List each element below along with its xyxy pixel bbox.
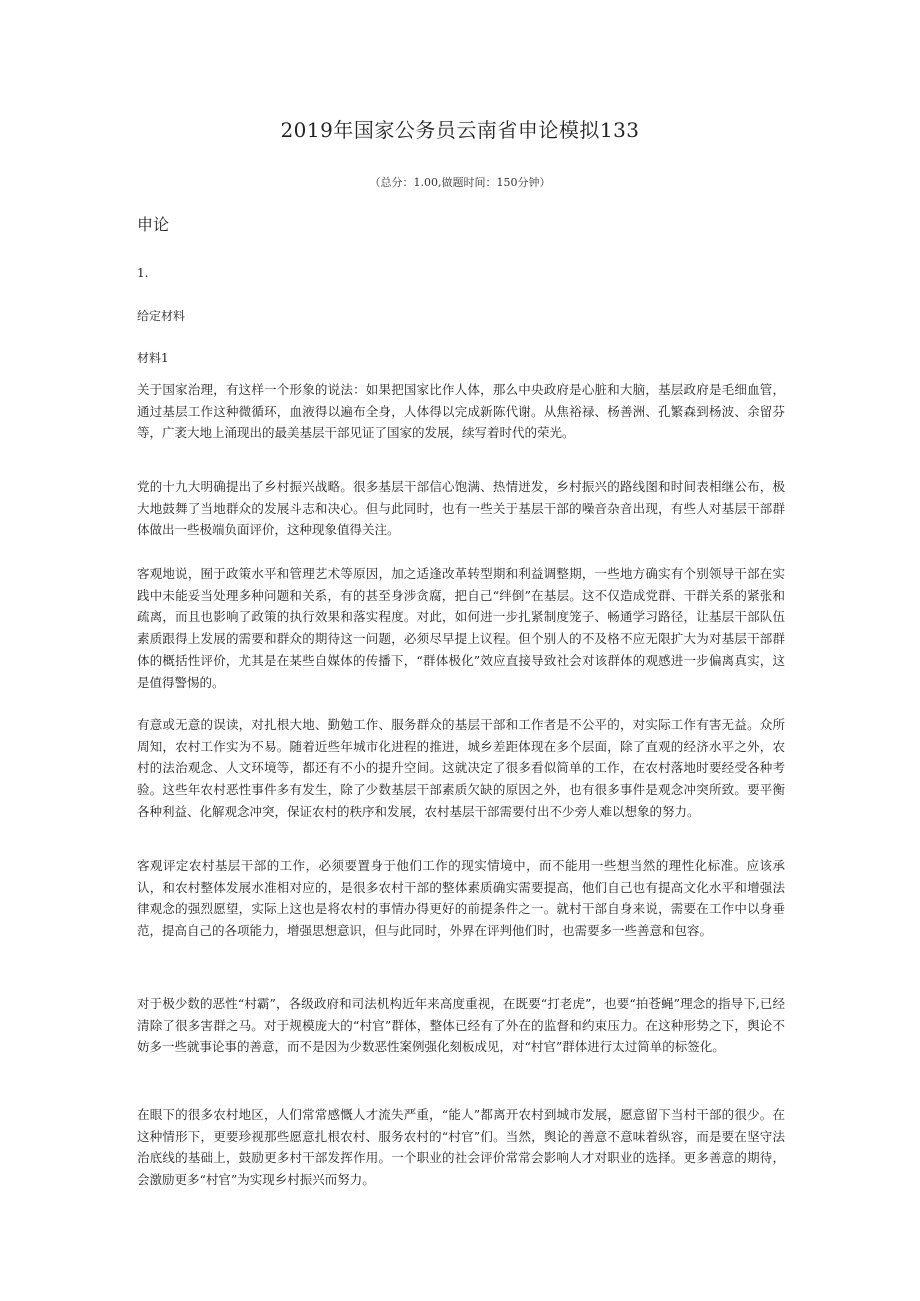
material-paragraph: 在眼下的很多农村地区，人们常常感慨人才流失严重，“能人”都离开农村到城市发展，愿意留下当村干部的很少。在这种情形下，更要珍视那些愿意扎根农村、服务农村的“村官”们。当然，舆论的善意不意味着纵容，而是要在坚守法治底线的基础上，鼓励更多村干部发挥作用。一个职业的社会评价常常会影响人才对职业的选择。更多善意的期待，会激励更多“村官”为实现乡村振兴而努力。: [137, 1107, 785, 1188]
section-title: 申论: [137, 215, 170, 234]
material-paragraph: 客观评定农村基层干部的工作，必须要置身于他们工作的现实情境中，而不能用一些想当然的理性化标准。应该承认，和农村整体发展水准相对应的，是很多农村干部的整体素质确实需要提高，他们自己也有提高文化水平和增强法律观念的强烈愿望，实际上这也是将农村的事情办得更好的前提条件之一。就村干部自身来说，需要在工作中以身垂范，提高自己的各项能力，增强思想意识，但与此同时，外界在评判他们时，也需要多一些善意和包容。: [137, 858, 785, 939]
material-paragraph: 对于极少数的恶性“村霸”，各级政府和司法机构近年来高度重视，在既要“打老虎”，也要“拍苍蝇”理念的指导下,已经清除了很多害群之马。对于规模庞大的“村官”群体，整体已经有了外在的监督和约束压力。在这种形势之下，舆论不妨多一些就事论事的善意，而不是因为少数恶性案例强化刻板成见，对“村官”群体进行太过简单的标签化。: [137, 996, 785, 1055]
material-paragraph: 党的十九大明确提出了乡村振兴战略。很多基层干部信心饱满、热情迸发，乡村振兴的路线图和时间表相继公布，极大地鼓舞了当地群众的发展斗志和决心。但与此同时，也有一些关于基层干部的噪音杂音出现，有些人对基层干部群体做出一些极端负面评价，这种现象值得关注。: [137, 479, 785, 538]
material-label: 材料1: [137, 351, 169, 365]
material-paragraph: 关于国家治理，有这样一个形象的说法：如果把国家比作人体，那么中央政府是心脏和大脑，基层政府是毛细血管，通过基层工作这种微循环，血液得以遍布全身，人体得以完成新陈代谢。从焦裕禄、杨善洲、孔繁森到杨波、余留芬等，广袤大地上涌现出的最美基层干部见证了国家的发展，续写着时代的荣光。: [137, 382, 785, 441]
exam-meta: （总分：1.00,做题时间：150分钟）: [369, 176, 551, 189]
material-paragraph: 有意或无意的误读，对扎根大地、勤勉工作、服务群众的基层干部和工作者是不公平的，对实际工作有害无益。众所周知，农村工作实为不易。随着近些年城市化进程的推进，城乡差距体现在多个层面，除了直观的经济水平之外，农村的法治观念、人文环境等，都还有不小的提升空间。这就决定了很多看似简单的工作，在农村落地时要经受各种考验。这些年农村恶性事件多有发生，除了少数基层干部素质欠缺的原因之外，也有很多事件是观念冲突所致。要平衡各种利益、化解观念冲突，保证农村的秩序和发展，农村基层干部需要付出不少旁人难以想象的努力。: [137, 717, 785, 819]
document-title: 2019年国家公务员云南省申论模拟133: [280, 118, 640, 142]
material-paragraph: 客观地说，囿于政策水平和管理艺术等原因，加之适逢改革转型期和利益调整期，一些地方确实有个别领导干部在实践中未能妥当处理多种问题和关系，有的甚至身涉贪腐，把自己“绊倒”在基层。这不仅造成党群、干群关系的紧张和疏离，而且也影响了政策的执行效果和落实程度。对此，如何进一步扎紧制度笼子、畅通学习路径，让基层干部队伍素质跟得上发展的需要和群众的期待这一问题，必须尽早提上议程。但个别人的不及格不应无限扩大为对基层干部群体的概括性评价，尤其是在某些自媒体的传播下，“群体极化”效应直接导致社会对该群体的观感进一步偏离真实，这是值得警惕的。: [137, 566, 785, 690]
given-material-label: 给定材料: [137, 309, 186, 323]
question-number: 1.: [137, 266, 149, 280]
